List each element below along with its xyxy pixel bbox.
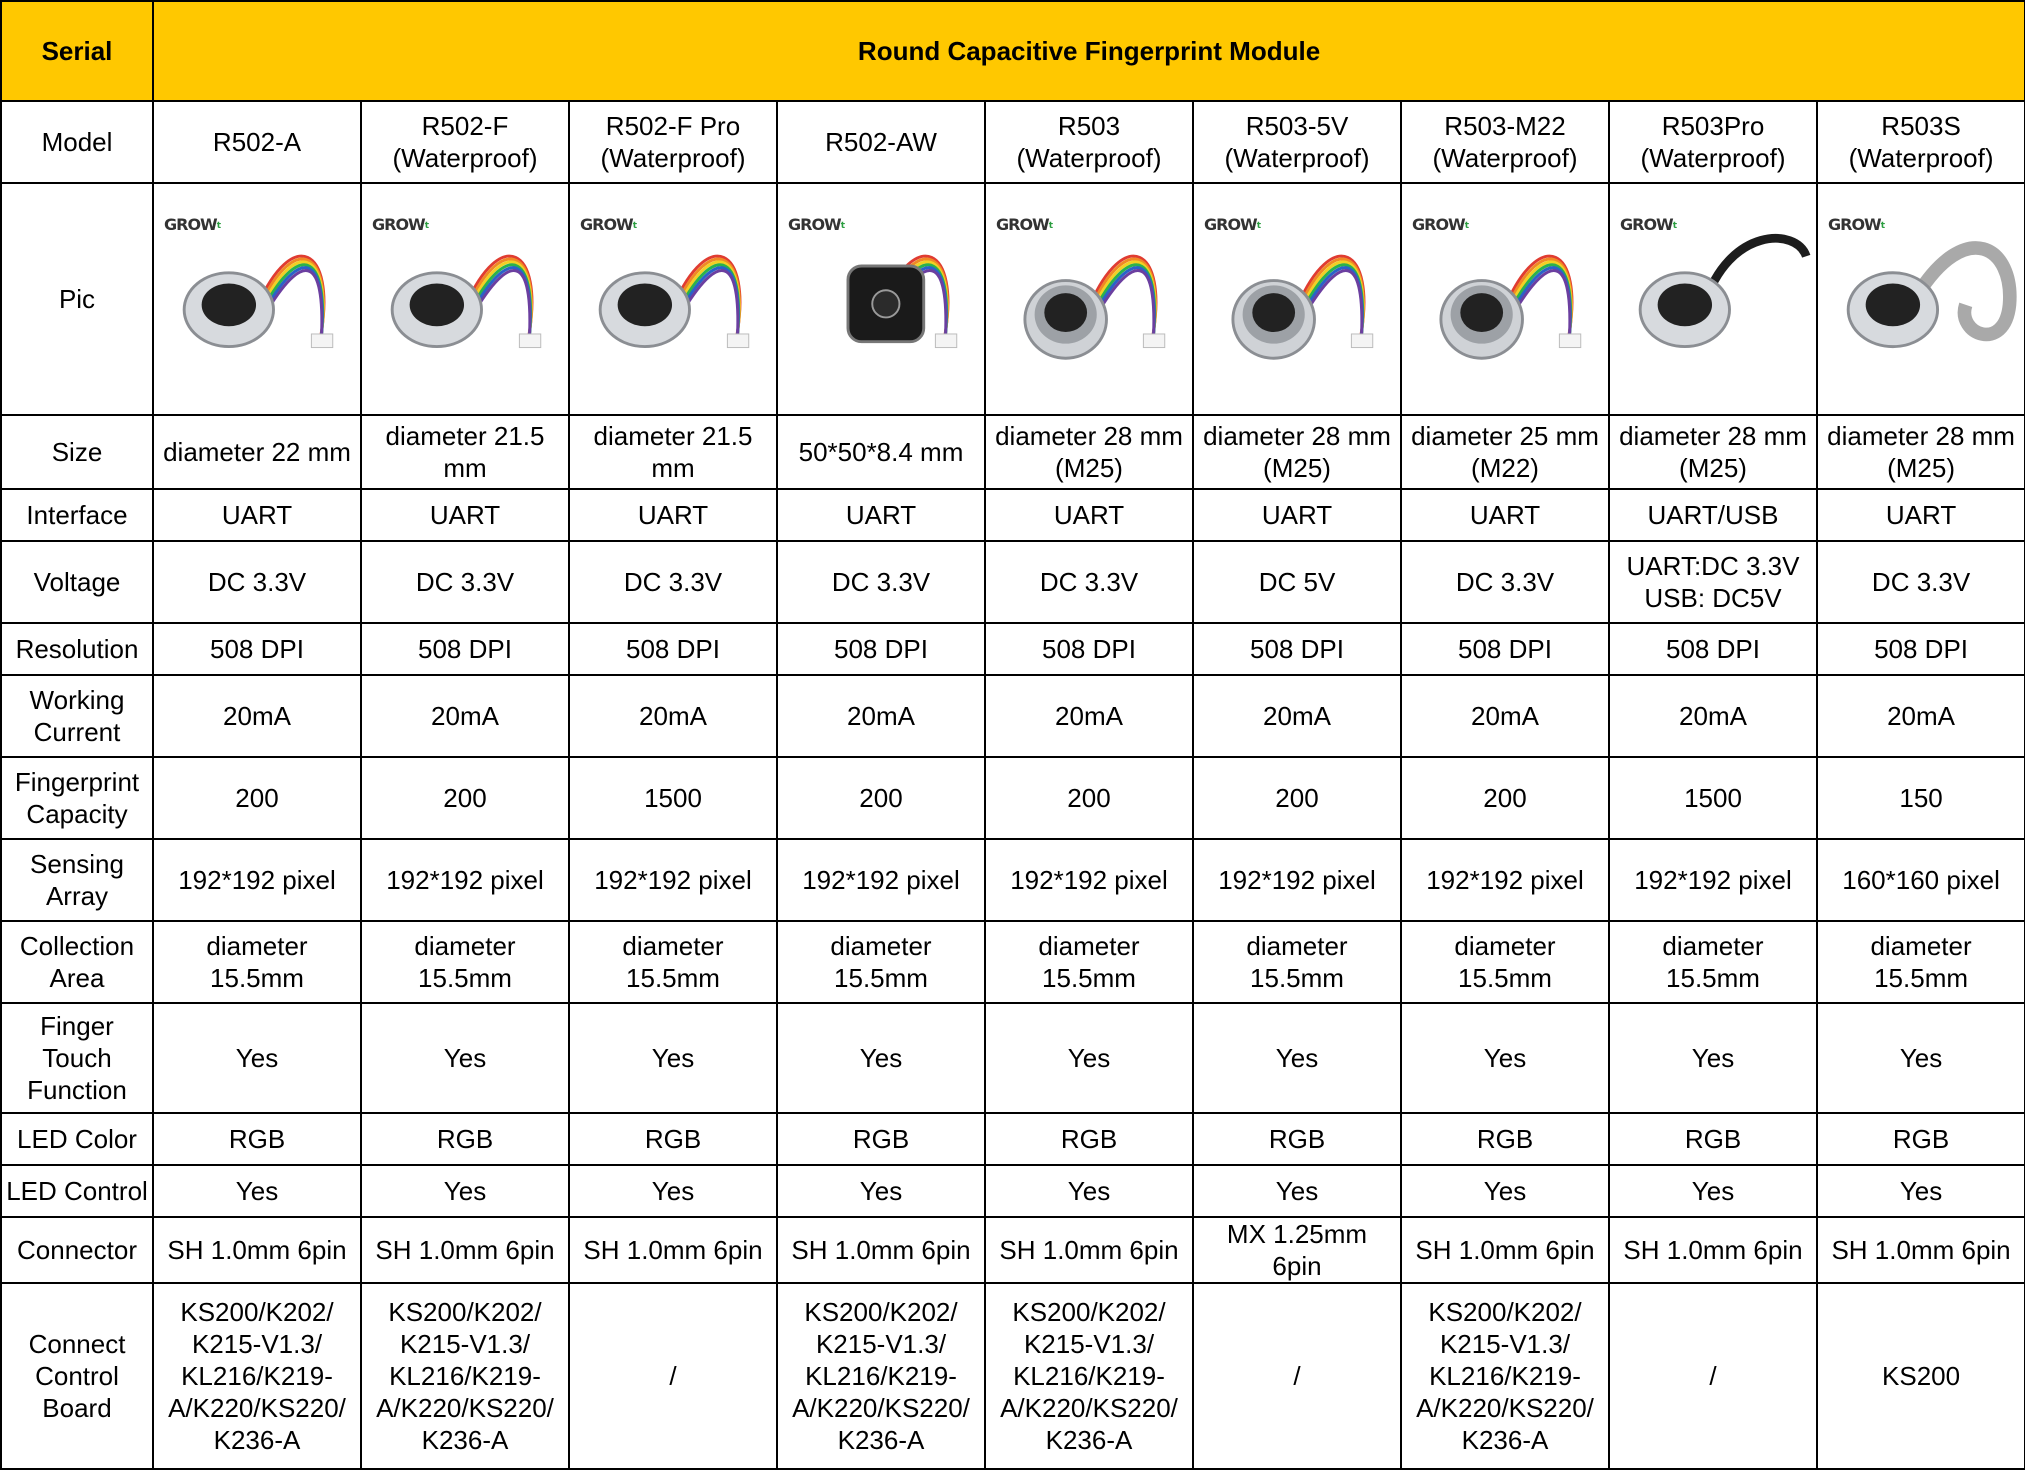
cell-touch: Yes [1817, 1003, 2025, 1113]
product-pic-cell [1609, 183, 1817, 415]
cell-array: 192*192 pixel [1193, 839, 1401, 921]
product-pic-cell [361, 183, 569, 415]
brand-logo [788, 209, 844, 242]
cell-resolution: 508 DPI [1193, 623, 1401, 675]
product-pic-cell [1817, 183, 2025, 415]
cell-resolution: 508 DPI [569, 623, 777, 675]
row-pic [1, 183, 2025, 415]
row-area [1, 921, 2025, 1003]
cell-size: diameter 28 mm (M25) [1609, 415, 1817, 489]
cell-capacity: 1500 [569, 757, 777, 839]
cell-led-color: RGB [1193, 1113, 1401, 1165]
cell-interface: UART/USB [1609, 489, 1817, 541]
brand-name: GROW [788, 215, 841, 234]
cell-interface: UART [1817, 489, 2025, 541]
row-label-connector: Connector [1, 1217, 153, 1283]
row-label-model: Model [1, 101, 153, 183]
cell-current: 20mA [569, 675, 777, 757]
product-pic-cell [1193, 183, 1401, 415]
cell-area: diameter 15.5mm [985, 921, 1193, 1003]
cell-board: / [1193, 1283, 1401, 1469]
cell-board: / [569, 1283, 777, 1469]
row-label-resolution: Resolution [1, 623, 153, 675]
brand-name: GROW [1412, 215, 1465, 234]
cell-size: diameter 25 mm (M22) [1401, 415, 1609, 489]
cell-array: 192*192 pixel [777, 839, 985, 921]
cell-current: 20mA [1193, 675, 1401, 757]
cell-board: KS200/K202/ K215-V1.3/ KL216/K219- A/K220/KS220/ K236-A [1401, 1283, 1609, 1469]
cell-connector: SH 1.0mm 6pin [777, 1217, 985, 1283]
cell-touch: Yes [569, 1003, 777, 1113]
row-led-control [1, 1165, 2025, 1217]
product-pic-cell [1401, 183, 1609, 415]
cell-array: 192*192 pixel [153, 839, 361, 921]
cell-connector: SH 1.0mm 6pin [361, 1217, 569, 1283]
cell-led-control: Yes [1193, 1165, 1401, 1217]
cell-led-color: RGB [1817, 1113, 2025, 1165]
row-resolution [1, 623, 2025, 675]
brand-name: GROW [580, 215, 633, 234]
brand-mark: t [216, 221, 221, 231]
cell-connector: SH 1.0mm 6pin [985, 1217, 1193, 1283]
cell-voltage: DC 3.3V [985, 541, 1193, 623]
cell-voltage: DC 3.3V [153, 541, 361, 623]
cell-led-control: Yes [361, 1165, 569, 1217]
cell-interface: UART [569, 489, 777, 541]
cell-touch: Yes [361, 1003, 569, 1113]
cell-model: R502-AW [777, 101, 985, 183]
cell-board: KS200/K202/ K215-V1.3/ KL216/K219- A/K220/KS220/ K236-A [985, 1283, 1193, 1469]
cell-model: R503S (Waterproof) [1817, 101, 2025, 183]
cell-resolution: 508 DPI [1401, 623, 1609, 675]
cell-interface: UART [1401, 489, 1609, 541]
cell-capacity: 200 [1401, 757, 1609, 839]
cell-current: 20mA [361, 675, 569, 757]
brand-name: GROW [1828, 215, 1881, 234]
cell-capacity: 200 [1193, 757, 1401, 839]
cell-array: 192*192 pixel [569, 839, 777, 921]
brand-mark: t [1256, 221, 1261, 231]
cell-led-color: RGB [569, 1113, 777, 1165]
cell-capacity: 1500 [1609, 757, 1817, 839]
cell-size: diameter 28 mm (M25) [1817, 415, 2025, 489]
row-label-led-color: LED Color [1, 1113, 153, 1165]
row-array [1, 839, 2025, 921]
cell-size: diameter 28 mm (M25) [1193, 415, 1401, 489]
brand-mark: t [1464, 221, 1469, 231]
cell-resolution: 508 DPI [153, 623, 361, 675]
brand-mark: t [840, 221, 845, 231]
cell-voltage: DC 3.3V [569, 541, 777, 623]
row-label-interface: Interface [1, 489, 153, 541]
cell-interface: UART [361, 489, 569, 541]
cell-array: 192*192 pixel [1609, 839, 1817, 921]
row-label-touch: Finger Touch Function [1, 1003, 153, 1113]
cell-led-color: RGB [777, 1113, 985, 1165]
row-connector [1, 1217, 2025, 1283]
cell-led-control: Yes [777, 1165, 985, 1217]
product-pic-cell [777, 183, 985, 415]
cell-connector: SH 1.0mm 6pin [1609, 1217, 1817, 1283]
cell-area: diameter 15.5mm [1193, 921, 1401, 1003]
cell-capacity: 200 [985, 757, 1193, 839]
cell-touch: Yes [1193, 1003, 1401, 1113]
cell-touch: Yes [153, 1003, 361, 1113]
cell-connector: MX 1.25mm 6pin [1193, 1217, 1401, 1283]
row-label-board: Connect Control Board [1, 1283, 153, 1469]
cell-current: 20mA [1817, 675, 2025, 757]
product-pic-cell [153, 183, 361, 415]
cell-led-control: Yes [1817, 1165, 2025, 1217]
row-model [1, 101, 2025, 183]
brand-logo [580, 209, 636, 242]
row-label-current: Working Current [1, 675, 153, 757]
cell-resolution: 508 DPI [361, 623, 569, 675]
cell-connector: SH 1.0mm 6pin [1817, 1217, 2025, 1283]
cell-voltage: DC 3.3V [1401, 541, 1609, 623]
cell-resolution: 508 DPI [1609, 623, 1817, 675]
product-pic-cell [985, 183, 1193, 415]
cell-led-color: RGB [1609, 1113, 1817, 1165]
brand-logo [1204, 209, 1260, 242]
brand-logo [164, 209, 220, 242]
table-title: Round Capacitive Fingerprint Module [153, 1, 2025, 101]
cell-model: R503-5V (Waterproof) [1193, 101, 1401, 183]
cell-current: 20mA [985, 675, 1193, 757]
row-touch [1, 1003, 2025, 1113]
cell-touch: Yes [985, 1003, 1193, 1113]
serial-header: Serial [1, 1, 153, 101]
brand-mark: t [632, 221, 637, 231]
brand-name: GROW [996, 215, 1049, 234]
cell-current: 20mA [777, 675, 985, 757]
cell-size: diameter 21.5 mm [361, 415, 569, 489]
cell-led-control: Yes [1401, 1165, 1609, 1217]
brand-logo [1620, 209, 1676, 242]
cell-array: 192*192 pixel [985, 839, 1193, 921]
cell-led-color: RGB [985, 1113, 1193, 1165]
cell-model: R503-M22 (Waterproof) [1401, 101, 1609, 183]
brand-name: GROW [1204, 215, 1257, 234]
cell-model: R502-A [153, 101, 361, 183]
brand-name: GROW [1620, 215, 1673, 234]
cell-current: 20mA [1609, 675, 1817, 757]
cell-size: 50*50*8.4 mm [777, 415, 985, 489]
cell-area: diameter 15.5mm [1817, 921, 2025, 1003]
row-label-led-control: LED Control [1, 1165, 153, 1217]
cell-capacity: 200 [153, 757, 361, 839]
cell-capacity: 150 [1817, 757, 2025, 839]
row-label-area: Collection Area [1, 921, 153, 1003]
cell-voltage: DC 3.3V [361, 541, 569, 623]
cell-board: KS200 [1817, 1283, 2025, 1469]
cell-connector: SH 1.0mm 6pin [569, 1217, 777, 1283]
cell-current: 20mA [1401, 675, 1609, 757]
row-label-voltage: Voltage [1, 541, 153, 623]
row-size [1, 415, 2025, 489]
brand-logo [1412, 209, 1468, 242]
brand-mark: t [1048, 221, 1053, 231]
cell-led-color: RGB [153, 1113, 361, 1165]
cell-led-control: Yes [1609, 1165, 1817, 1217]
row-label-size: Size [1, 415, 153, 489]
row-voltage [1, 541, 2025, 623]
brand-logo [1828, 209, 1884, 242]
cell-connector: SH 1.0mm 6pin [1401, 1217, 1609, 1283]
row-label-capacity: Fingerprint Capacity [1, 757, 153, 839]
cell-size: diameter 22 mm [153, 415, 361, 489]
cell-area: diameter 15.5mm [153, 921, 361, 1003]
cell-led-control: Yes [153, 1165, 361, 1217]
brand-logo [372, 209, 428, 242]
cell-array: 160*160 pixel [1817, 839, 2025, 921]
cell-interface: UART [1193, 489, 1401, 541]
cell-array: 192*192 pixel [361, 839, 569, 921]
cell-area: diameter 15.5mm [569, 921, 777, 1003]
row-label-array: Sensing Array [1, 839, 153, 921]
cell-led-color: RGB [361, 1113, 569, 1165]
cell-area: diameter 15.5mm [361, 921, 569, 1003]
header-row [1, 1, 2025, 101]
cell-led-control: Yes [985, 1165, 1193, 1217]
brand-logo [996, 209, 1052, 242]
cell-model: R502-F (Waterproof) [361, 101, 569, 183]
row-led-color [1, 1113, 2025, 1165]
cell-model: R503Pro (Waterproof) [1609, 101, 1817, 183]
cell-board: KS200/K202/ K215-V1.3/ KL216/K219- A/K220/KS220/ K236-A [153, 1283, 361, 1469]
cell-interface: UART [777, 489, 985, 541]
cell-led-color: RGB [1401, 1113, 1609, 1165]
cell-model: R503 (Waterproof) [985, 101, 1193, 183]
brand-name: GROW [372, 215, 425, 234]
cell-board: KS200/K202/ K215-V1.3/ KL216/K219- A/K220/KS220/ K236-A [361, 1283, 569, 1469]
cell-area: diameter 15.5mm [777, 921, 985, 1003]
cell-area: diameter 15.5mm [1401, 921, 1609, 1003]
cell-board: KS200/K202/ K215-V1.3/ KL216/K219- A/K220/KS220/ K236-A [777, 1283, 985, 1469]
brand-mark: t [1672, 221, 1677, 231]
cell-voltage: DC 5V [1193, 541, 1401, 623]
cell-voltage: DC 3.3V [777, 541, 985, 623]
cell-led-control: Yes [569, 1165, 777, 1217]
cell-interface: UART [153, 489, 361, 541]
row-label-pic: Pic [1, 183, 153, 415]
brand-name: GROW [164, 215, 217, 234]
cell-touch: Yes [1609, 1003, 1817, 1113]
cell-touch: Yes [1401, 1003, 1609, 1113]
cell-current: 20mA [153, 675, 361, 757]
brand-mark: t [1880, 221, 1885, 231]
cell-model: R502-F Pro (Waterproof) [569, 101, 777, 183]
cell-capacity: 200 [361, 757, 569, 839]
row-board [1, 1283, 2025, 1469]
cell-board: / [1609, 1283, 1817, 1469]
product-pic-cell [569, 183, 777, 415]
cell-area: diameter 15.5mm [1609, 921, 1817, 1003]
cell-connector: SH 1.0mm 6pin [153, 1217, 361, 1283]
cell-size: diameter 21.5 mm [569, 415, 777, 489]
cell-voltage: UART:DC 3.3V USB: DC5V [1609, 541, 1817, 623]
cell-capacity: 200 [777, 757, 985, 839]
cell-array: 192*192 pixel [1401, 839, 1609, 921]
row-current [1, 675, 2025, 757]
cell-voltage: DC 3.3V [1817, 541, 2025, 623]
brand-mark: t [424, 221, 429, 231]
cell-resolution: 508 DPI [985, 623, 1193, 675]
cell-resolution: 508 DPI [777, 623, 985, 675]
cell-touch: Yes [777, 1003, 985, 1113]
row-capacity [1, 757, 2025, 839]
cell-resolution: 508 DPI [1817, 623, 2025, 675]
cell-size: diameter 28 mm (M25) [985, 415, 1193, 489]
cell-interface: UART [985, 489, 1193, 541]
row-interface [1, 489, 2025, 541]
